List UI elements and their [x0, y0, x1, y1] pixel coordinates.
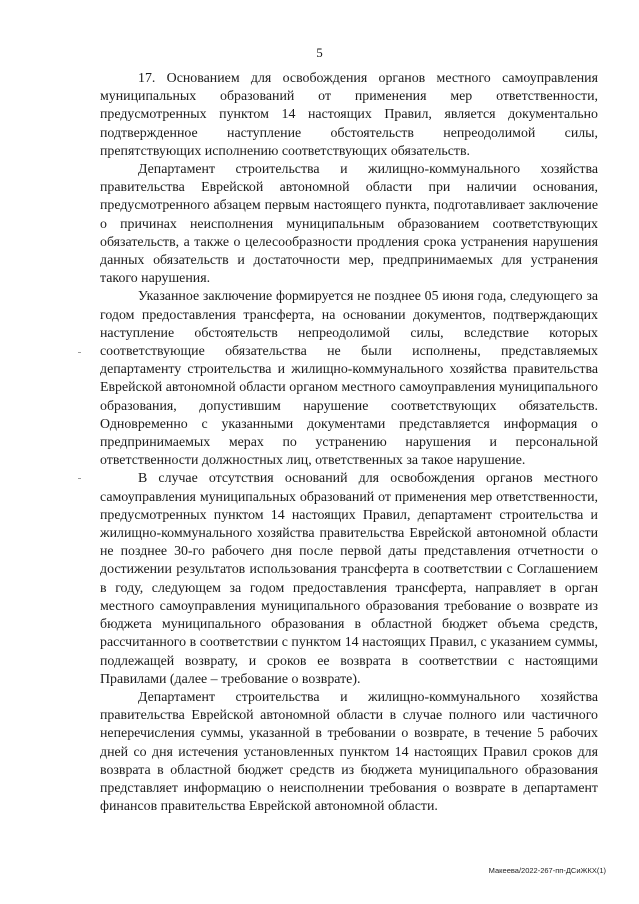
paragraph-conclusion-deadline: Указанное заключение формируется не позднее 05 июня года, следующего за годом предоставления трансферта, на основании документов, подтверждающих наступление обстоятельств непреодолимой силы, вследствие которых соответствующие обязательства не были исполнены, представляемых департаменту строительства и жилищно-коммунального хозяйства правительства Еврейской автономной области органом местного самоуправления муниципального образования, допустившим нарушение соответствующих обязательств. Одновременно с указанными документами представляется информация о предпринимаемых мерах по устранению нарушения и персональной ответственности должностных лиц, ответственных за такое нарушение. [100, 289, 598, 469]
document-footer-code: Макеева/2022-267-пп-ДСиЖКХ(1) [488, 866, 606, 875]
paragraph-clause-17: 17. Основанием для освобождения органов местного самоуправления муниципальных образований от применения мер ответственности, предусмотренных пунктом 14 настоящих Правил, является документально подтвержденное наступление обстоятельств непреодолимой силы, препятствующих исполнению соответствующих обязательств. [100, 71, 598, 159]
document-body [100, 70, 598, 816]
paragraph-non-payment-info: Департамент строительства и жилищно-коммунального хозяйства правительства Еврейской автономной области в случае полного или частичного неперечисления суммы, указанной в требовании о возврате, в течение 5 рабочих дней со дня истечения установленных пунктом 14 настоящих Правил сроков для возврата в областной бюджет средств из бюджета муниципального образования представляет информацию о неисполнении требования о возврате в департамент финансов правительства Еврейской автономной области. [100, 689, 598, 815]
paragraph-return-requirement: В случае отсутствия оснований для освобождения органов местного самоуправления муниципальных образований от применения мер ответственности, предусмотренных пунктом 14 настоящих Правил, департамент строительства и жилищно-коммунального хозяйства правительства Еврейской автономной области не позднее 30-го рабочего дня после первой даты представления отчетности о достижении результатов использования трансферта в соответствии с Соглашением в году, следующем за годом предоставления трансферта, направляет в орган местного самоуправления муниципального образования требование о возврате из бюджета муниципального образования в областной бюджет объема средств, рассчитанного в соответствии с пунктом 14 настоящих Правил, с указанием суммы, подлежащей возврату, и сроков ее возврата в соответствии с настоящими Правилами (далее – требование о возврате). [100, 471, 598, 687]
margin-mark [78, 478, 81, 479]
margin-mark [78, 352, 81, 353]
page-number: 5 [316, 45, 323, 60]
paragraph-department-conclusion: Департамент строительства и жилищно-коммунального хозяйства правительства Еврейской автономной области при наличии основания, предусмотренного абзацем первым настоящего пункта, подготавливает заключение о причинах неисполнения муниципальным образованием соответствующих обязательств, а также о целесообразности продления срока устранения нарушения данных обязательств и достаточности мер, предпринимаемых для устранения такого нарушения. [100, 162, 598, 287]
